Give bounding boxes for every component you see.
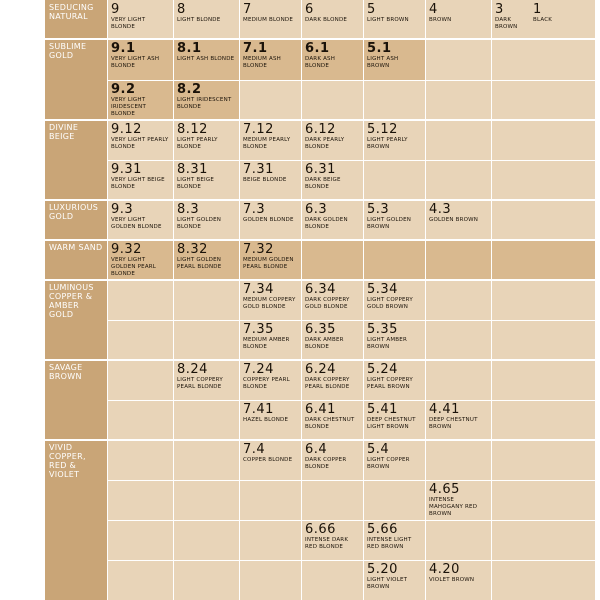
shade-number: 9.12: [111, 122, 142, 137]
shade-name: LIGHT COPPERY PEARL BROWN: [367, 377, 413, 390]
shade-cell: [529, 0, 595, 39]
shade-name: MEDIUM GOLDEN PEARL BLONDE: [243, 257, 294, 270]
shade-cell: [301, 400, 363, 440]
shade-number: 9.32: [111, 242, 142, 257]
shade-cell: [173, 160, 239, 200]
shade-number: 5.35: [367, 322, 398, 337]
shade-name: DARK ASH BLONDE: [305, 56, 336, 69]
shade-cell: [239, 400, 301, 440]
shade-number: 4.3: [429, 202, 452, 217]
shade-name: VERY LIGHT ASH BLONDE: [111, 56, 160, 69]
shade-number: 7.41: [243, 402, 274, 417]
shade-cell: [173, 80, 239, 120]
category-warm: WARM SAND: [45, 240, 107, 280]
shade-number: 8.3: [177, 202, 200, 217]
shade-cell: [239, 440, 301, 480]
shade-number: 9.3: [111, 202, 134, 217]
shade-number: 6.34: [305, 282, 336, 297]
shade-name: LIGHT PEARLY BROWN: [367, 137, 408, 150]
shade-cell: [239, 280, 301, 320]
shade-number: 7.32: [243, 242, 274, 257]
shade-number: 6.31: [305, 162, 336, 177]
shade-cell: [363, 440, 425, 480]
shade-number: 5.24: [367, 362, 398, 377]
shade-name: LIGHT COPPER BROWN: [367, 457, 410, 470]
shade-number: 8.12: [177, 122, 208, 137]
shade-cell: [363, 280, 425, 320]
shade-cell: [363, 0, 425, 39]
shade-name: DARK PEARLY BLONDE: [305, 137, 345, 150]
shade-cell: [301, 39, 363, 80]
shade-cell: [107, 0, 173, 39]
shade-cell: [301, 200, 363, 240]
shade-name: LIGHT GOLDEN BLONDE: [177, 217, 222, 230]
shade-cell: [301, 320, 363, 360]
shade-name: LIGHT ASH BROWN: [367, 56, 399, 69]
shade-number: 7.24: [243, 362, 274, 377]
shade-cell: [239, 0, 301, 39]
shade-cell: [301, 520, 363, 560]
shade-name: BLACK: [533, 17, 553, 23]
shade-name: LIGHT BEIGE BLONDE: [177, 177, 214, 190]
shade-cell: [491, 0, 529, 39]
category-gold: SUBLIME GOLD: [45, 39, 107, 120]
shade-name: INTENSE LIGHT RED BROWN: [367, 537, 412, 550]
shade-number: 9.1: [111, 41, 136, 56]
shade-name: COPPERY PEARL BLONDE: [243, 377, 290, 390]
shade-number: 6.41: [305, 402, 336, 417]
shade-number: 5.34: [367, 282, 398, 297]
shade-cell: [107, 200, 173, 240]
shade-cell: [363, 560, 425, 600]
shade-number: 7: [243, 2, 252, 17]
shade-number: 5.4: [367, 442, 390, 457]
shade-number: 5.66: [367, 522, 398, 537]
shade-cell: [173, 360, 239, 400]
shade-cell: [301, 280, 363, 320]
shade-name: DARK AMBER BLONDE: [305, 337, 344, 350]
shade-cell: [239, 240, 301, 280]
shade-name: VERY LIGHT GOLDEN PEARL BLONDE: [111, 257, 157, 277]
shade-number: 7.31: [243, 162, 274, 177]
shade-cell: [301, 0, 363, 39]
category-lgold: LUXURIOUS GOLD: [45, 200, 107, 240]
category-savage: SAVAGE BROWN: [45, 360, 107, 440]
shade-number: 9.2: [111, 82, 136, 97]
shade-name: VERY LIGHT GOLDEN BLONDE: [111, 217, 162, 230]
shade-cell: [173, 240, 239, 280]
category-natural: SEDUCING NATURAL: [45, 0, 107, 39]
shade-number: 5: [367, 2, 376, 17]
shade-cell: [301, 360, 363, 400]
shade-name: LIGHT IRIDESCENT BLONDE: [177, 97, 232, 110]
shade-cell: [173, 120, 239, 160]
shade-name: DEEP CHESTNUT LIGHT BROWN: [367, 417, 416, 430]
shade-name: DARK COPPERY GOLD BLONDE: [305, 297, 350, 310]
shade-name: LIGHT GOLDEN PEARL BLONDE: [177, 257, 222, 270]
shade-number: 9.31: [111, 162, 142, 177]
shade-cell: [301, 440, 363, 480]
shade-number: 6.1: [305, 41, 330, 56]
shade-number: 7.12: [243, 122, 274, 137]
shade-cell: [425, 560, 491, 600]
shade-number: 3: [495, 2, 504, 17]
shade-name: LIGHT GOLDEN BROWN: [367, 217, 412, 230]
shade-name: BROWN: [429, 17, 452, 23]
shade-name: DARK BLONDE: [305, 17, 348, 23]
shade-name: LIGHT PEARLY BLONDE: [177, 137, 218, 150]
shade-name: MEDIUM ASH BLONDE: [243, 56, 281, 69]
shade-name: VERY LIGHT BLONDE: [111, 17, 146, 30]
shade-cell: [107, 39, 173, 80]
shade-name: MEDIUM COPPERY GOLD BLONDE: [243, 297, 296, 310]
shade-name: VERY LIGHT PEARLY BLONDE: [111, 137, 169, 150]
shade-name: COPPER BLONDE: [243, 457, 293, 463]
shade-number: 4.41: [429, 402, 460, 417]
shade-name: GOLDEN BROWN: [429, 217, 479, 223]
shade-cell: [239, 120, 301, 160]
shade-name: MEDIUM AMBER BLONDE: [243, 337, 290, 350]
shade-name: DARK COPPER BLONDE: [305, 457, 347, 470]
shade-name: INTENSE DARK RED BLONDE: [305, 537, 349, 550]
shade-name: LIGHT COPPERY PEARL BLONDE: [177, 377, 223, 390]
shade-number: 6.12: [305, 122, 336, 137]
shade-number: 5.1: [367, 41, 392, 56]
shade-cell: [173, 39, 239, 80]
shade-cell: [107, 240, 173, 280]
shade-number: 7.34: [243, 282, 274, 297]
shade-cell: [107, 160, 173, 200]
shade-name: LIGHT COPPERY GOLD BROWN: [367, 297, 413, 310]
shade-number: 7.1: [243, 41, 268, 56]
shade-name: MEDIUM PEARLY BLONDE: [243, 137, 291, 150]
shade-name: LIGHT BROWN: [367, 17, 409, 23]
shade-cell: [107, 120, 173, 160]
shade-number: 4.65: [429, 482, 460, 497]
shade-cell: [239, 200, 301, 240]
shade-name: DARK BEIGE BLONDE: [305, 177, 341, 190]
category-beige: DIVINE BEIGE: [45, 120, 107, 200]
shade-name: DARK CHESTNUT BLONDE: [305, 417, 355, 430]
shade-cell: [107, 80, 173, 120]
shade-number: 6.4: [305, 442, 328, 457]
shade-number: 6.35: [305, 322, 336, 337]
shade-cell: [363, 320, 425, 360]
shade-cell: [363, 39, 425, 80]
shade-cell: [363, 120, 425, 160]
category-copper: LUMINOUS COPPER & AMBER GOLD: [45, 280, 107, 360]
shade-cell: [301, 160, 363, 200]
shade-cell: [239, 160, 301, 200]
shade-number: 5.41: [367, 402, 398, 417]
shade-name: LIGHT VIOLET BROWN: [367, 577, 408, 590]
shade-number: 6.66: [305, 522, 336, 537]
shade-number: 7.3: [243, 202, 266, 217]
shade-number: 6.24: [305, 362, 336, 377]
shade-cell: [301, 120, 363, 160]
shade-cell: [363, 360, 425, 400]
shade-number: 5.12: [367, 122, 398, 137]
shade-name: DARK COPPERY PEARL BLONDE: [305, 377, 350, 390]
shade-name: VERY LIGHT IRIDESCENT BLONDE: [111, 97, 147, 117]
shade-cell: [239, 320, 301, 360]
shade-name: BEIGE BLONDE: [243, 177, 287, 183]
shade-number: 7.35: [243, 322, 274, 337]
shade-number: 4.20: [429, 562, 460, 577]
shade-cell: [425, 480, 491, 520]
shade-name: DARK GOLDEN BLONDE: [305, 217, 348, 230]
shade-cell: [173, 0, 239, 39]
shade-name: LIGHT BLONDE: [177, 17, 221, 23]
shade-name: MEDIUM BLONDE: [243, 17, 293, 23]
shade-name: GOLDEN BLONDE: [243, 217, 294, 223]
shade-name: DEEP CHESTNUT BROWN: [429, 417, 478, 430]
shade-chart: [45, 0, 595, 600]
shade-name: HAZEL BLONDE: [243, 417, 289, 423]
shade-name: VIOLET BROWN: [429, 577, 475, 583]
shade-name: INTENSE MAHOGANY RED BROWN: [429, 497, 478, 517]
shade-number: 6: [305, 2, 314, 17]
shade-number: 5.20: [367, 562, 398, 577]
shade-cell: [239, 39, 301, 80]
shade-number: 6.3: [305, 202, 328, 217]
shade-cell: [173, 200, 239, 240]
shade-number: 4: [429, 2, 438, 17]
shade-name: LIGHT ASH BLONDE: [177, 56, 235, 62]
shade-cell: [363, 520, 425, 560]
shade-number: 8.32: [177, 242, 208, 257]
shade-cell: [425, 0, 491, 39]
shade-cell: [425, 400, 491, 440]
shade-number: 9: [111, 2, 120, 17]
shade-number: 8: [177, 2, 186, 17]
shade-name: LIGHT AMBER BROWN: [367, 337, 407, 350]
category-vivid: VIVID COPPER, RED & VIOLET: [45, 440, 107, 600]
shade-cell: [239, 360, 301, 400]
shade-cell: [363, 200, 425, 240]
shade-number: 1: [533, 2, 542, 17]
shade-name: DARK BROWN: [495, 17, 518, 30]
shade-number: 7.4: [243, 442, 266, 457]
shade-number: 8.1: [177, 41, 202, 56]
shade-number: 8.2: [177, 82, 202, 97]
shade-number: 5.3: [367, 202, 390, 217]
shade-number: 8.24: [177, 362, 208, 377]
shade-name: VERY LIGHT BEIGE BLONDE: [111, 177, 165, 190]
shade-number: 8.31: [177, 162, 208, 177]
shade-cell: [363, 400, 425, 440]
shade-cell: [425, 200, 491, 240]
